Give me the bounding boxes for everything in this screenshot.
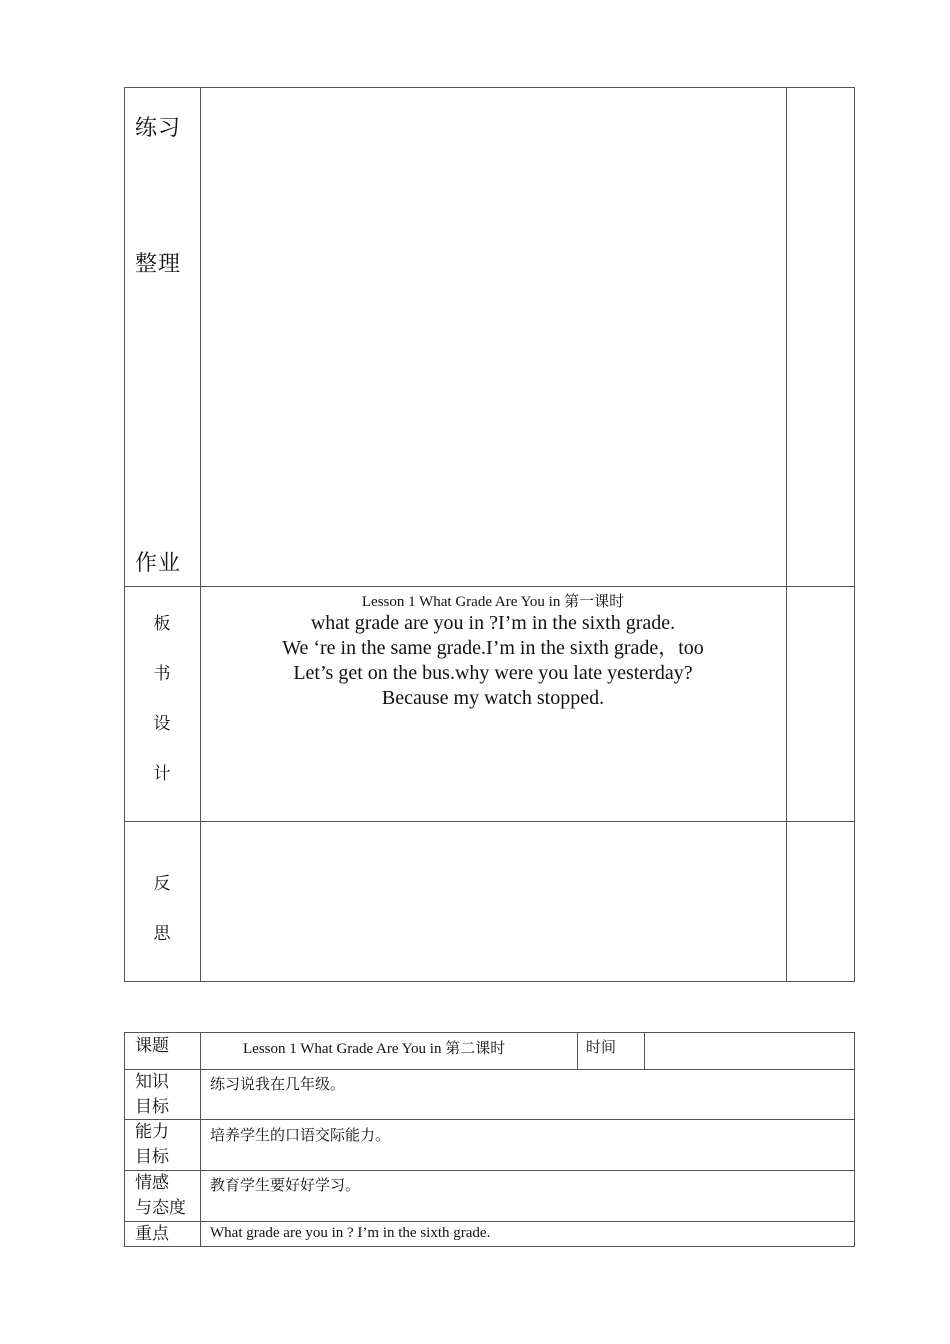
practice-label: 练习: [135, 116, 182, 141]
ability-objective-value: 培养学生的口语交际能力。: [210, 1126, 391, 1144]
board-label-char-2: 书: [153, 664, 171, 684]
knowledge-objective-value: 练习说我在几年级。: [210, 1075, 346, 1093]
board-design-content: [200, 587, 786, 711]
homework-label: 作业: [135, 551, 182, 576]
board-title: Lesson 1 What Grade Are You in 第一课时: [361, 594, 625, 610]
lower-row-divider-3: [124, 1170, 855, 1171]
knowledge-objective-label: [135, 1070, 169, 1120]
ability-objective-label: [135, 1120, 169, 1170]
attitude-objective-label-line-1: 情感: [135, 1173, 169, 1193]
key-point-value: What grade are you in ? I’m in the sixth grade.: [210, 1225, 491, 1241]
reflection-label-char-1: 反: [153, 874, 171, 894]
board-line-4: Because my watch stopped.: [381, 687, 605, 709]
attitude-objective-label: [135, 1171, 186, 1221]
ability-objective-label-line-1: 能力: [135, 1122, 169, 1142]
knowledge-objective-label-line-1: 知识: [135, 1072, 169, 1092]
board-label-char-4: 计: [153, 764, 171, 784]
lower-col-divider-time-left: [577, 1032, 578, 1069]
knowledge-objective-label-line-2: 目标: [135, 1097, 169, 1117]
time-label: 时间: [586, 1038, 617, 1056]
topic-value: Lesson 1 What Grade Are You in 第二课时: [243, 1041, 506, 1057]
board-label-char-1: 板: [153, 614, 171, 634]
lower-row-divider-4: [124, 1221, 855, 1222]
reflection-label-char-2: 思: [153, 924, 171, 944]
ability-objective-label-line-2: 目标: [135, 1147, 169, 1167]
upper-row-divider-2: [124, 821, 855, 822]
board-line-1: what grade are you in ?I’m in the sixth grade.: [310, 612, 676, 634]
upper-col-divider-1: [200, 87, 201, 982]
board-label-char-3: 设: [153, 714, 171, 734]
topic-label: 课题: [135, 1036, 169, 1056]
lower-col-divider-label: [200, 1032, 201, 1247]
upper-table-border: [124, 87, 855, 982]
lower-row-divider-1: [124, 1069, 855, 1070]
lower-col-divider-time-right: [644, 1032, 645, 1069]
key-point-label: 重点: [135, 1224, 169, 1244]
lower-row-divider-2: [124, 1119, 855, 1120]
board-line-3: Let’s get on the bus.why were you late yesterday?: [293, 662, 693, 684]
organize-label: 整理: [135, 252, 182, 277]
attitude-objective-value: 教育学生要好好学习。: [210, 1176, 361, 1194]
board-line-2: We ‘re in the same grade.I’m in the sixth grade，too: [282, 637, 704, 659]
attitude-objective-label-line-2: 与态度: [135, 1198, 186, 1218]
upper-col-divider-2: [786, 87, 787, 982]
